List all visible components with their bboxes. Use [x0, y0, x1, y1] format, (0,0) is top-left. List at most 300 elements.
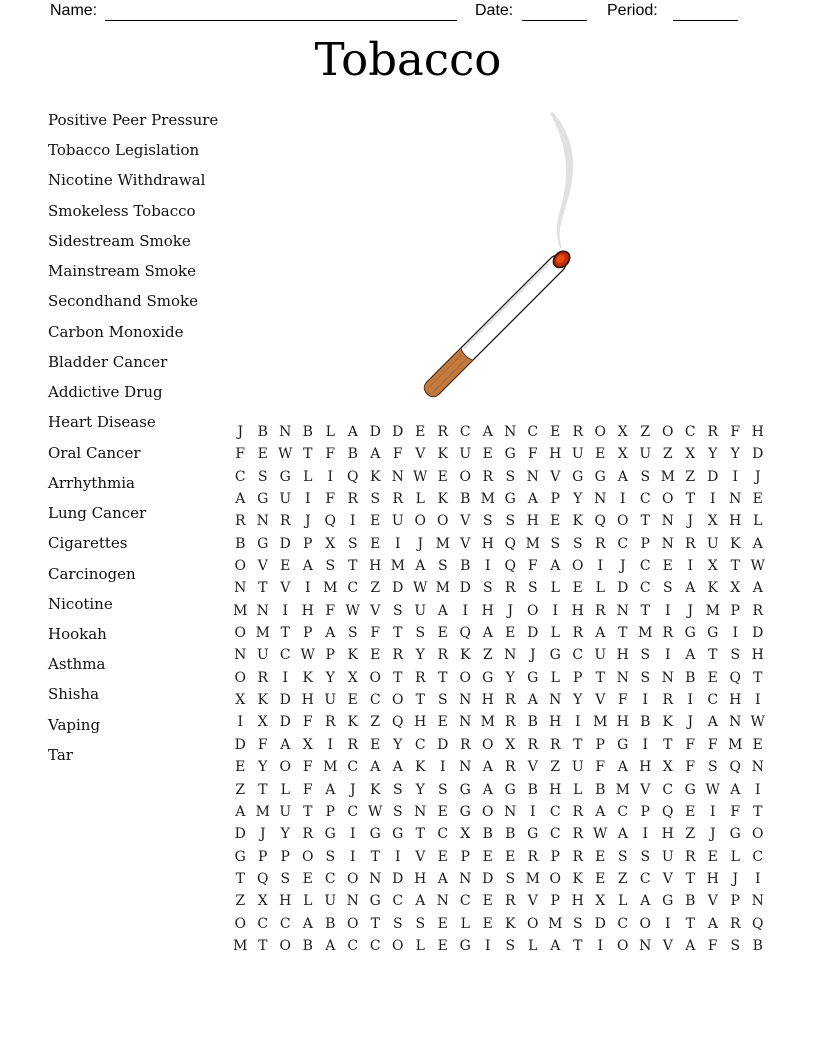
grid-letter: N — [616, 602, 629, 619]
grid-letter: I — [327, 468, 334, 485]
grid-letter: T — [303, 446, 313, 463]
grid-letter: B — [347, 446, 358, 463]
grid-letter: B — [640, 714, 651, 731]
grid-letter: K — [370, 468, 381, 485]
grid-letter: I — [484, 937, 491, 954]
grid-letter: A — [752, 580, 763, 597]
grid-letter: V — [527, 893, 538, 910]
grid-letter: S — [392, 602, 403, 619]
grid-letter: S — [325, 558, 336, 575]
grid-letter: C — [347, 580, 359, 597]
grid-letter: S — [572, 535, 583, 552]
grid-letter: O — [234, 625, 246, 642]
grid-letter: V — [707, 893, 718, 910]
grid-letter: I — [237, 714, 244, 731]
grid-letter: W — [300, 647, 315, 664]
grid-row — [229, 912, 769, 934]
grid-letter: C — [369, 692, 381, 709]
grid-letter: O — [369, 669, 381, 686]
grid-letter: E — [437, 803, 448, 820]
grid-letter: P — [550, 848, 560, 865]
grid-letter: T — [753, 803, 763, 820]
grid-letter: A — [325, 625, 336, 642]
grid-letter: F — [617, 692, 628, 709]
grid-letter: L — [460, 915, 470, 932]
grid-letter: D — [279, 714, 291, 731]
grid-letter: O — [234, 915, 246, 932]
grid-letter: D — [482, 870, 494, 887]
grid-letter: G — [257, 535, 269, 552]
grid-letter: Z — [617, 870, 628, 887]
grid-letter: C — [572, 647, 584, 664]
grid-letter: T — [640, 602, 650, 619]
grid-letter: I — [619, 491, 626, 508]
grid-letter: T — [685, 870, 695, 887]
grid-letter: S — [280, 870, 291, 887]
grid-row — [229, 867, 769, 889]
grid-letter: R — [662, 625, 674, 642]
grid-letter: V — [527, 759, 538, 776]
grid-letter: E — [662, 558, 673, 575]
grid-letter: R — [234, 513, 246, 530]
grid-letter: H — [549, 446, 562, 463]
grid-letter: A — [707, 714, 718, 731]
grid-letter: W — [413, 580, 428, 597]
grid-letter: E — [482, 915, 493, 932]
grid-letter: I — [754, 870, 761, 887]
grid-letter: D — [707, 468, 719, 485]
grid-letter: I — [709, 803, 716, 820]
grid-letter: L — [550, 669, 560, 686]
grid-letter: A — [482, 759, 493, 776]
grid-letter: X — [617, 446, 628, 463]
grid-letter: Y — [573, 491, 583, 508]
grid-letter: S — [505, 513, 516, 530]
grid-row — [229, 532, 769, 554]
grid-letter: N — [661, 535, 674, 552]
grid-letter: B — [302, 424, 313, 440]
grid-letter: V — [460, 535, 471, 552]
grid-letter: I — [462, 602, 469, 619]
grid-letter: O — [234, 669, 246, 686]
grid-letter: H — [414, 714, 427, 731]
grid-letter: X — [707, 513, 718, 530]
grid-row — [229, 688, 769, 710]
grid-letter: C — [639, 491, 651, 508]
grid-letter: F — [730, 424, 741, 440]
grid-letter: C — [639, 580, 651, 597]
grid-letter: C — [392, 893, 404, 910]
grid-letter: W — [750, 714, 765, 731]
grid-letter: T — [573, 736, 583, 753]
grid-letter: S — [392, 781, 403, 798]
grid-letter: R — [392, 647, 404, 664]
grid-letter: E — [370, 513, 381, 530]
grid-letter: F — [235, 446, 246, 463]
grid-letter: L — [730, 848, 740, 865]
cigarette-illustration — [400, 100, 600, 420]
word-list-item: Shisha — [48, 685, 100, 704]
grid-letter: E — [437, 468, 448, 485]
grid-letter: C — [639, 870, 651, 887]
grid-letter: G — [392, 826, 404, 843]
grid-letter: B — [257, 424, 268, 440]
grid-letter: R — [572, 803, 584, 820]
grid-letter: B — [595, 781, 606, 798]
grid-letter: P — [550, 893, 560, 910]
grid-letter: M — [525, 870, 540, 887]
grid-letter: R — [257, 669, 269, 686]
grid-letter: I — [732, 625, 739, 642]
grid-letter: G — [707, 625, 719, 642]
grid-letter: G — [527, 826, 539, 843]
grid-letter: K — [257, 692, 268, 709]
grid-letter: V — [460, 513, 471, 530]
grid-letter: S — [370, 491, 381, 508]
paper-shading — [464, 264, 549, 349]
grid-letter: H — [616, 647, 629, 664]
grid-letter: K — [437, 446, 448, 463]
grid-letter: A — [527, 491, 538, 508]
grid-letter: B — [235, 535, 246, 552]
grid-letter: U — [639, 446, 652, 463]
grid-letter: A — [415, 893, 426, 910]
grid-letter: R — [572, 625, 584, 642]
grid-letter: O — [594, 424, 606, 440]
grid-letter: O — [527, 915, 539, 932]
grid-row — [229, 889, 769, 911]
grid-letter: X — [707, 558, 718, 575]
grid-letter: R — [347, 491, 359, 508]
grid-letter: R — [549, 736, 561, 753]
word-list-item: Lung Cancer — [48, 504, 147, 523]
grid-letter: C — [684, 424, 696, 440]
grid-letter: R — [324, 714, 336, 731]
grid-letter: P — [325, 647, 335, 664]
word-list-item: Smokeless Tobacco — [48, 201, 196, 220]
grid-letter: S — [640, 669, 651, 686]
grid-letter: A — [595, 625, 606, 642]
grid-letter: R — [437, 424, 449, 440]
grid-letter: I — [304, 580, 311, 597]
grid-letter: X — [730, 580, 741, 597]
grid-letter: E — [415, 424, 426, 440]
grid-letter: L — [550, 580, 560, 597]
grid-letter: R — [707, 424, 719, 440]
word-list-item: Nicotine — [48, 594, 113, 613]
grid-letter: S — [415, 915, 426, 932]
grid-letter: M — [435, 535, 450, 552]
grid-letter: T — [438, 669, 448, 686]
grid-letter: A — [437, 602, 448, 619]
grid-letter: C — [279, 647, 291, 664]
grid-letter: C — [234, 468, 246, 485]
grid-letter: Z — [482, 647, 493, 664]
grid-letter: A — [280, 736, 291, 753]
grid-letter: G — [549, 647, 561, 664]
grid-letter: M — [390, 558, 405, 575]
name-blank-line — [105, 20, 457, 21]
grid-letter: R — [302, 826, 314, 843]
grid-letter: A — [302, 915, 313, 932]
grid-letter: E — [505, 848, 516, 865]
grid-letter: J — [687, 714, 694, 731]
grid-letter: D — [752, 625, 764, 642]
grid-letter: I — [394, 535, 401, 552]
grid-letter: A — [325, 937, 336, 954]
grid-letter: Q — [662, 803, 674, 820]
grid-letter: S — [505, 937, 516, 954]
grid-letter: N — [504, 647, 517, 664]
grid-letter: Q — [752, 915, 764, 932]
grid-letter: X — [662, 759, 673, 776]
grid-letter: S — [392, 803, 403, 820]
grid-letter: H — [301, 692, 314, 709]
grid-letter: S — [437, 781, 448, 798]
grid-letter: R — [572, 848, 584, 865]
grid-letter: Y — [573, 692, 583, 709]
grid-letter: A — [707, 915, 718, 932]
grid-letter: C — [279, 915, 291, 932]
grid-letter: X — [235, 692, 246, 709]
grid-letter: L — [303, 468, 313, 485]
grid-letter: M — [255, 803, 270, 820]
grid-letter: V — [550, 468, 561, 485]
grid-letter: S — [550, 535, 561, 552]
word-list-item: Arrhythmia — [48, 473, 135, 492]
grid-letter: G — [459, 781, 471, 798]
grid-letter: T — [573, 937, 583, 954]
grid-letter: E — [572, 580, 583, 597]
grid-letter: F — [302, 759, 313, 776]
grid-letter: F — [707, 736, 718, 753]
word-list-item: Nicotine Withdrawal — [48, 171, 206, 190]
grid-letter: H — [729, 513, 742, 530]
grid-letter: Y — [415, 647, 425, 664]
grid-letter: A — [617, 826, 628, 843]
grid-letter: C — [369, 937, 381, 954]
grid-letter: T — [663, 736, 673, 753]
grid-letter: N — [661, 513, 674, 530]
grid-row — [229, 643, 769, 665]
grid-letter: I — [574, 714, 581, 731]
grid-letter: X — [685, 446, 696, 463]
grid-letter: S — [527, 580, 538, 597]
grid-letter: K — [347, 714, 358, 731]
grid-letter: B — [505, 826, 516, 843]
word-search-grid — [229, 420, 769, 956]
grid-letter: X — [325, 535, 336, 552]
grid-letter: C — [617, 803, 629, 820]
grid-letter: G — [617, 736, 629, 753]
grid-letter: H — [571, 602, 584, 619]
grid-letter: N — [729, 491, 742, 508]
grid-letter: R — [437, 647, 449, 664]
grid-letter: R — [504, 580, 516, 597]
grid-letter: D — [437, 736, 449, 753]
grid-letter: A — [685, 937, 696, 954]
grid-letter: G — [459, 803, 471, 820]
grid-letter: U — [661, 848, 674, 865]
grid-letter: B — [527, 781, 538, 798]
grid-letter: E — [437, 714, 448, 731]
grid-letter: F — [325, 491, 336, 508]
grid-letter: W — [345, 602, 360, 619]
grid-letter: H — [706, 870, 719, 887]
grid-letter: L — [415, 491, 425, 508]
grid-letter: L — [618, 893, 628, 910]
word-list-item: Hookah — [48, 624, 107, 643]
grid-letter: O — [459, 468, 471, 485]
grid-letter: T — [708, 647, 718, 664]
grid-letter: E — [235, 759, 246, 776]
grid-letter: S — [415, 625, 426, 642]
grid-letter: B — [685, 893, 696, 910]
grid-letter: S — [437, 692, 448, 709]
grid-letter: M — [323, 580, 338, 597]
grid-letter: X — [257, 893, 268, 910]
grid-letter: G — [482, 669, 494, 686]
grid-letter: F — [302, 714, 313, 731]
grid-letter: R — [594, 602, 606, 619]
grid-letter: C — [549, 803, 561, 820]
grid-letter: I — [394, 848, 401, 865]
grid-letter: L — [528, 937, 538, 954]
grid-letter: A — [685, 647, 696, 664]
grid-letter: E — [707, 669, 718, 686]
grid-letter: T — [370, 915, 380, 932]
grid-letter: V — [257, 558, 268, 575]
grid-letter: A — [595, 803, 606, 820]
grid-letter: N — [234, 580, 247, 597]
grid-letter: I — [754, 781, 761, 798]
grid-letter: H — [481, 602, 494, 619]
word-list-item: Cigarettes — [48, 534, 128, 553]
grid-letter: R — [527, 848, 539, 865]
grid-letter: D — [234, 736, 246, 753]
grid-letter: N — [256, 513, 269, 530]
grid-letter: B — [325, 915, 336, 932]
grid-row — [229, 442, 769, 464]
grid-letter: A — [415, 558, 426, 575]
grid-letter: M — [255, 625, 270, 642]
grid-letter: E — [437, 915, 448, 932]
grid-letter: M — [480, 491, 495, 508]
grid-letter: N — [279, 424, 292, 440]
grid-letter: J — [237, 424, 244, 440]
word-list-item: Carcinogen — [48, 564, 136, 583]
grid-letter: K — [302, 669, 313, 686]
grid-letter: A — [437, 870, 448, 887]
word-list-item: Asthma — [48, 655, 106, 674]
grid-letter: I — [282, 669, 289, 686]
grid-letter: M — [480, 714, 495, 731]
grid-letter: Y — [415, 781, 425, 798]
grid-letter: I — [282, 602, 289, 619]
grid-letter: N — [594, 491, 607, 508]
grid-letter: P — [303, 535, 313, 552]
grid-letter: W — [705, 781, 720, 798]
grid-letter: E — [370, 647, 381, 664]
grid-letter: A — [617, 468, 628, 485]
grid-letter: K — [347, 647, 358, 664]
grid-letter: W — [750, 558, 765, 575]
grid-letter: M — [233, 602, 248, 619]
grid-letter: K — [730, 535, 741, 552]
grid-letter: J — [709, 826, 716, 843]
grid-letter: D — [392, 424, 404, 440]
grid-letter: E — [370, 736, 381, 753]
grid-letter: P — [550, 491, 560, 508]
grid-letter: N — [549, 692, 562, 709]
grid-letter: P — [573, 669, 583, 686]
grid-letter: A — [685, 580, 696, 597]
grid-letter: I — [754, 692, 761, 709]
grid-letter: N — [459, 692, 472, 709]
grid-letter: G — [572, 468, 584, 485]
grid-letter: O — [302, 848, 314, 865]
grid-letter: U — [324, 893, 337, 910]
grid-letter: R — [504, 759, 516, 776]
grid-letter: T — [685, 491, 695, 508]
grid-letter: E — [347, 692, 358, 709]
grid-letter: E — [550, 424, 561, 440]
grid-letter: Z — [640, 424, 651, 440]
grid-letter: C — [347, 759, 359, 776]
grid-letter: S — [640, 647, 651, 664]
grid-letter: B — [460, 491, 471, 508]
grid-letter: Y — [708, 446, 718, 463]
grid-row — [229, 778, 769, 800]
grid-letter: T — [258, 937, 268, 954]
grid-letter: B — [685, 669, 696, 686]
grid-letter: P — [303, 625, 313, 642]
grid-letter: J — [687, 513, 694, 530]
grid-letter: J — [507, 602, 514, 619]
grid-letter: P — [595, 736, 605, 753]
grid-letter: B — [752, 937, 763, 954]
grid-letter: U — [706, 535, 719, 552]
word-list-item: Vaping — [48, 715, 101, 734]
grid-letter: R — [662, 692, 674, 709]
word-list — [48, 105, 218, 770]
grid-letter: Y — [393, 736, 403, 753]
grid-letter: J — [417, 535, 424, 552]
grid-letter: O — [572, 558, 584, 575]
grid-letter: E — [752, 736, 763, 753]
grid-letter: Z — [235, 893, 246, 910]
grid-letter: E — [550, 513, 561, 530]
grid-letter: J — [349, 781, 356, 798]
grid-letter: V — [280, 580, 291, 597]
grid-letter: I — [664, 915, 671, 932]
grid-letter: C — [437, 826, 449, 843]
grid-letter: A — [752, 535, 763, 552]
grid-letter: P — [460, 848, 470, 865]
grid-letter: T — [393, 625, 403, 642]
grid-letter: H — [616, 714, 629, 731]
grid-letter: G — [662, 893, 674, 910]
grid-letter: N — [369, 870, 382, 887]
grid-row — [229, 420, 769, 442]
grid-letter: I — [732, 468, 739, 485]
period-blank-line — [673, 20, 738, 21]
grid-letter: P — [640, 535, 650, 552]
grid-letter: A — [370, 759, 381, 776]
grid-letter: O — [482, 803, 494, 820]
grid-row — [229, 845, 769, 867]
grid-letter: E — [752, 491, 763, 508]
